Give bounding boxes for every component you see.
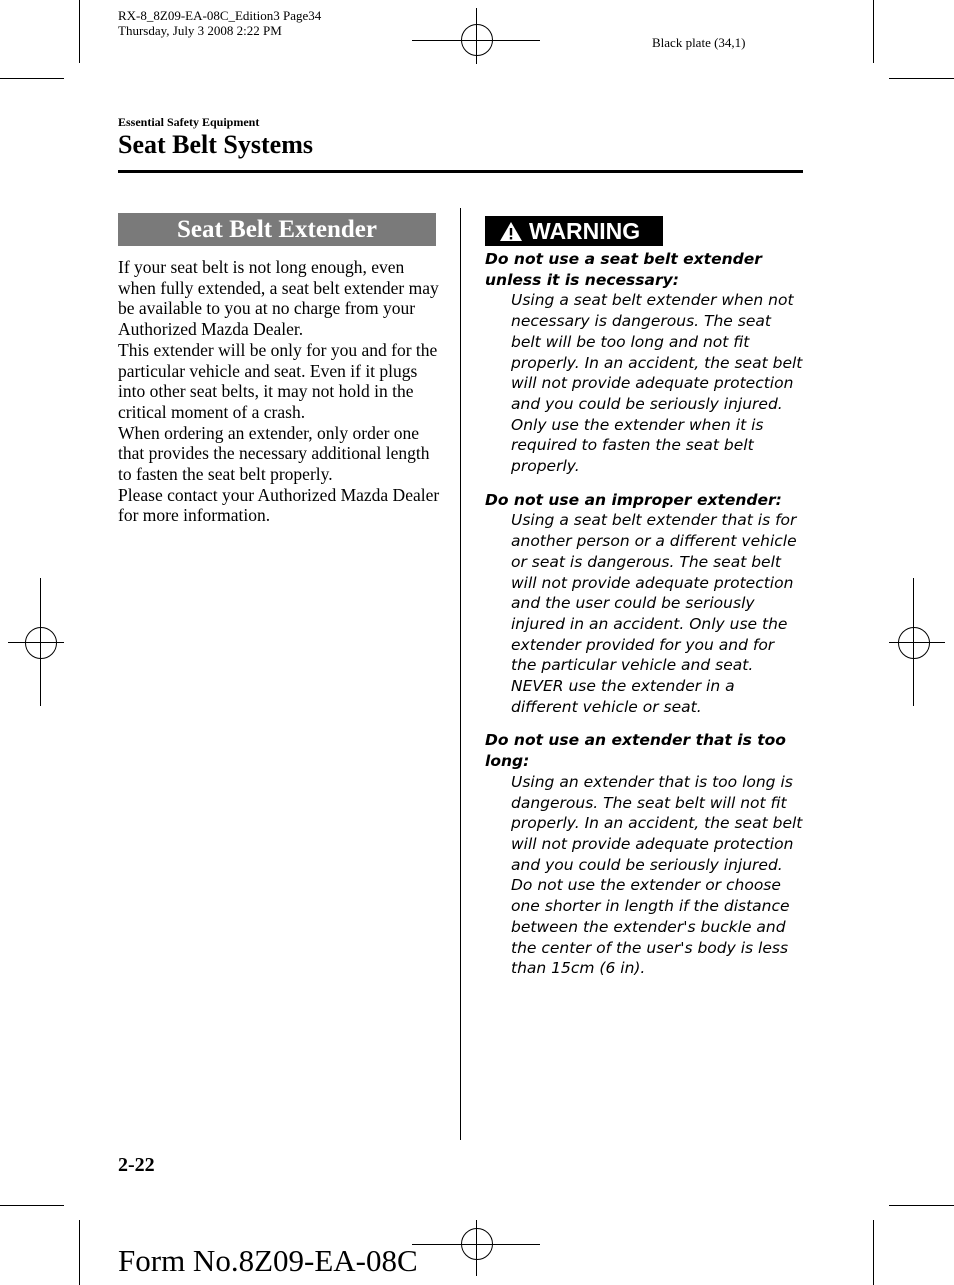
crop-mark (873, 1220, 874, 1285)
column-divider (460, 208, 461, 1140)
crop-mark (889, 78, 954, 79)
print-plate: Black plate (34,1) (652, 35, 746, 50)
warning-body: Using an extender that is too long is dangerous. The seat belt will not fit properly. In an accident, the seat belt will not provide adequate protection and you could be seriously injured. Do not use the extender or choose one shorter in length if the distance between the extender's buckle and the center of the user's body is less than 15cm (6 in). (511, 772, 803, 978)
warning-item (485, 490, 803, 718)
heading-rule (118, 170, 803, 173)
paragraph: This extender will be only for you and for the particular vehicle and seat. Even if it plugs into other seat belts, it may not hold in the critical moment of a crash. (118, 339, 438, 422)
crop-mark (0, 1205, 64, 1206)
crop-mark (889, 1205, 954, 1206)
left-column-body (118, 257, 440, 526)
paragraph: If your seat belt is not long enough, even when fully extended, a seat belt extender may be available to you at no charge from your Authorized Mazda Dealer. (118, 257, 439, 340)
print-header-date: Thursday, July 3 2008 2:22 PM (118, 23, 282, 38)
crop-mark (79, 1220, 80, 1285)
crop-mark (0, 78, 64, 79)
print-header-file: RX-8_8Z09-EA-08C_Edition3 Page34 (118, 8, 322, 23)
page-title: Seat Belt Systems (118, 130, 313, 159)
paragraph: Please contact your Authorized Mazda Dealer for more information. (118, 484, 440, 526)
warning-badge (485, 216, 663, 246)
warning-item (485, 730, 803, 978)
warning-heading: Do not use a seat belt extender unless it is necessary: (485, 250, 762, 289)
warning-body: Using a seat belt extender that is for another person or a different vehicle or seat is dangerous. The seat belt will not provide adequate protection and the user could be seriously injured in an accident. Only use the extender provided for you and for the particular vehicle and seat. NEVER use the extender in a different vehicle or seat. (511, 511, 797, 716)
subheading-seat-belt-extender: Seat Belt Extender (118, 213, 436, 246)
warning-list (485, 249, 803, 992)
warning-label: WARNING (529, 217, 641, 244)
crop-mark (873, 0, 874, 63)
warning-triangle-icon (499, 221, 523, 242)
print-header (118, 8, 321, 38)
form-number: Form No.8Z09-EA-08C (118, 1243, 418, 1278)
warning-item (485, 249, 803, 477)
page-number: 2-22 (118, 1154, 155, 1176)
section-label: Essential Safety Equipment (118, 115, 260, 129)
warning-heading: Do not use an extender that is too long: (485, 731, 786, 771)
paragraph: When ordering an extender, only order one that provides the necessary additional length to fasten the seat belt properly. (118, 422, 430, 485)
crop-mark (79, 0, 80, 63)
warning-heading: Do not use an improper extender: (485, 490, 782, 509)
warning-body: Using a seat belt extender when not necessary is dangerous. The seat belt will be too long and not fit properly. In an accident, the seat belt will not provide adequate protection and you could be seriously injured. Only use the extender when it is required to fasten the seat belt properly. (511, 291, 803, 476)
